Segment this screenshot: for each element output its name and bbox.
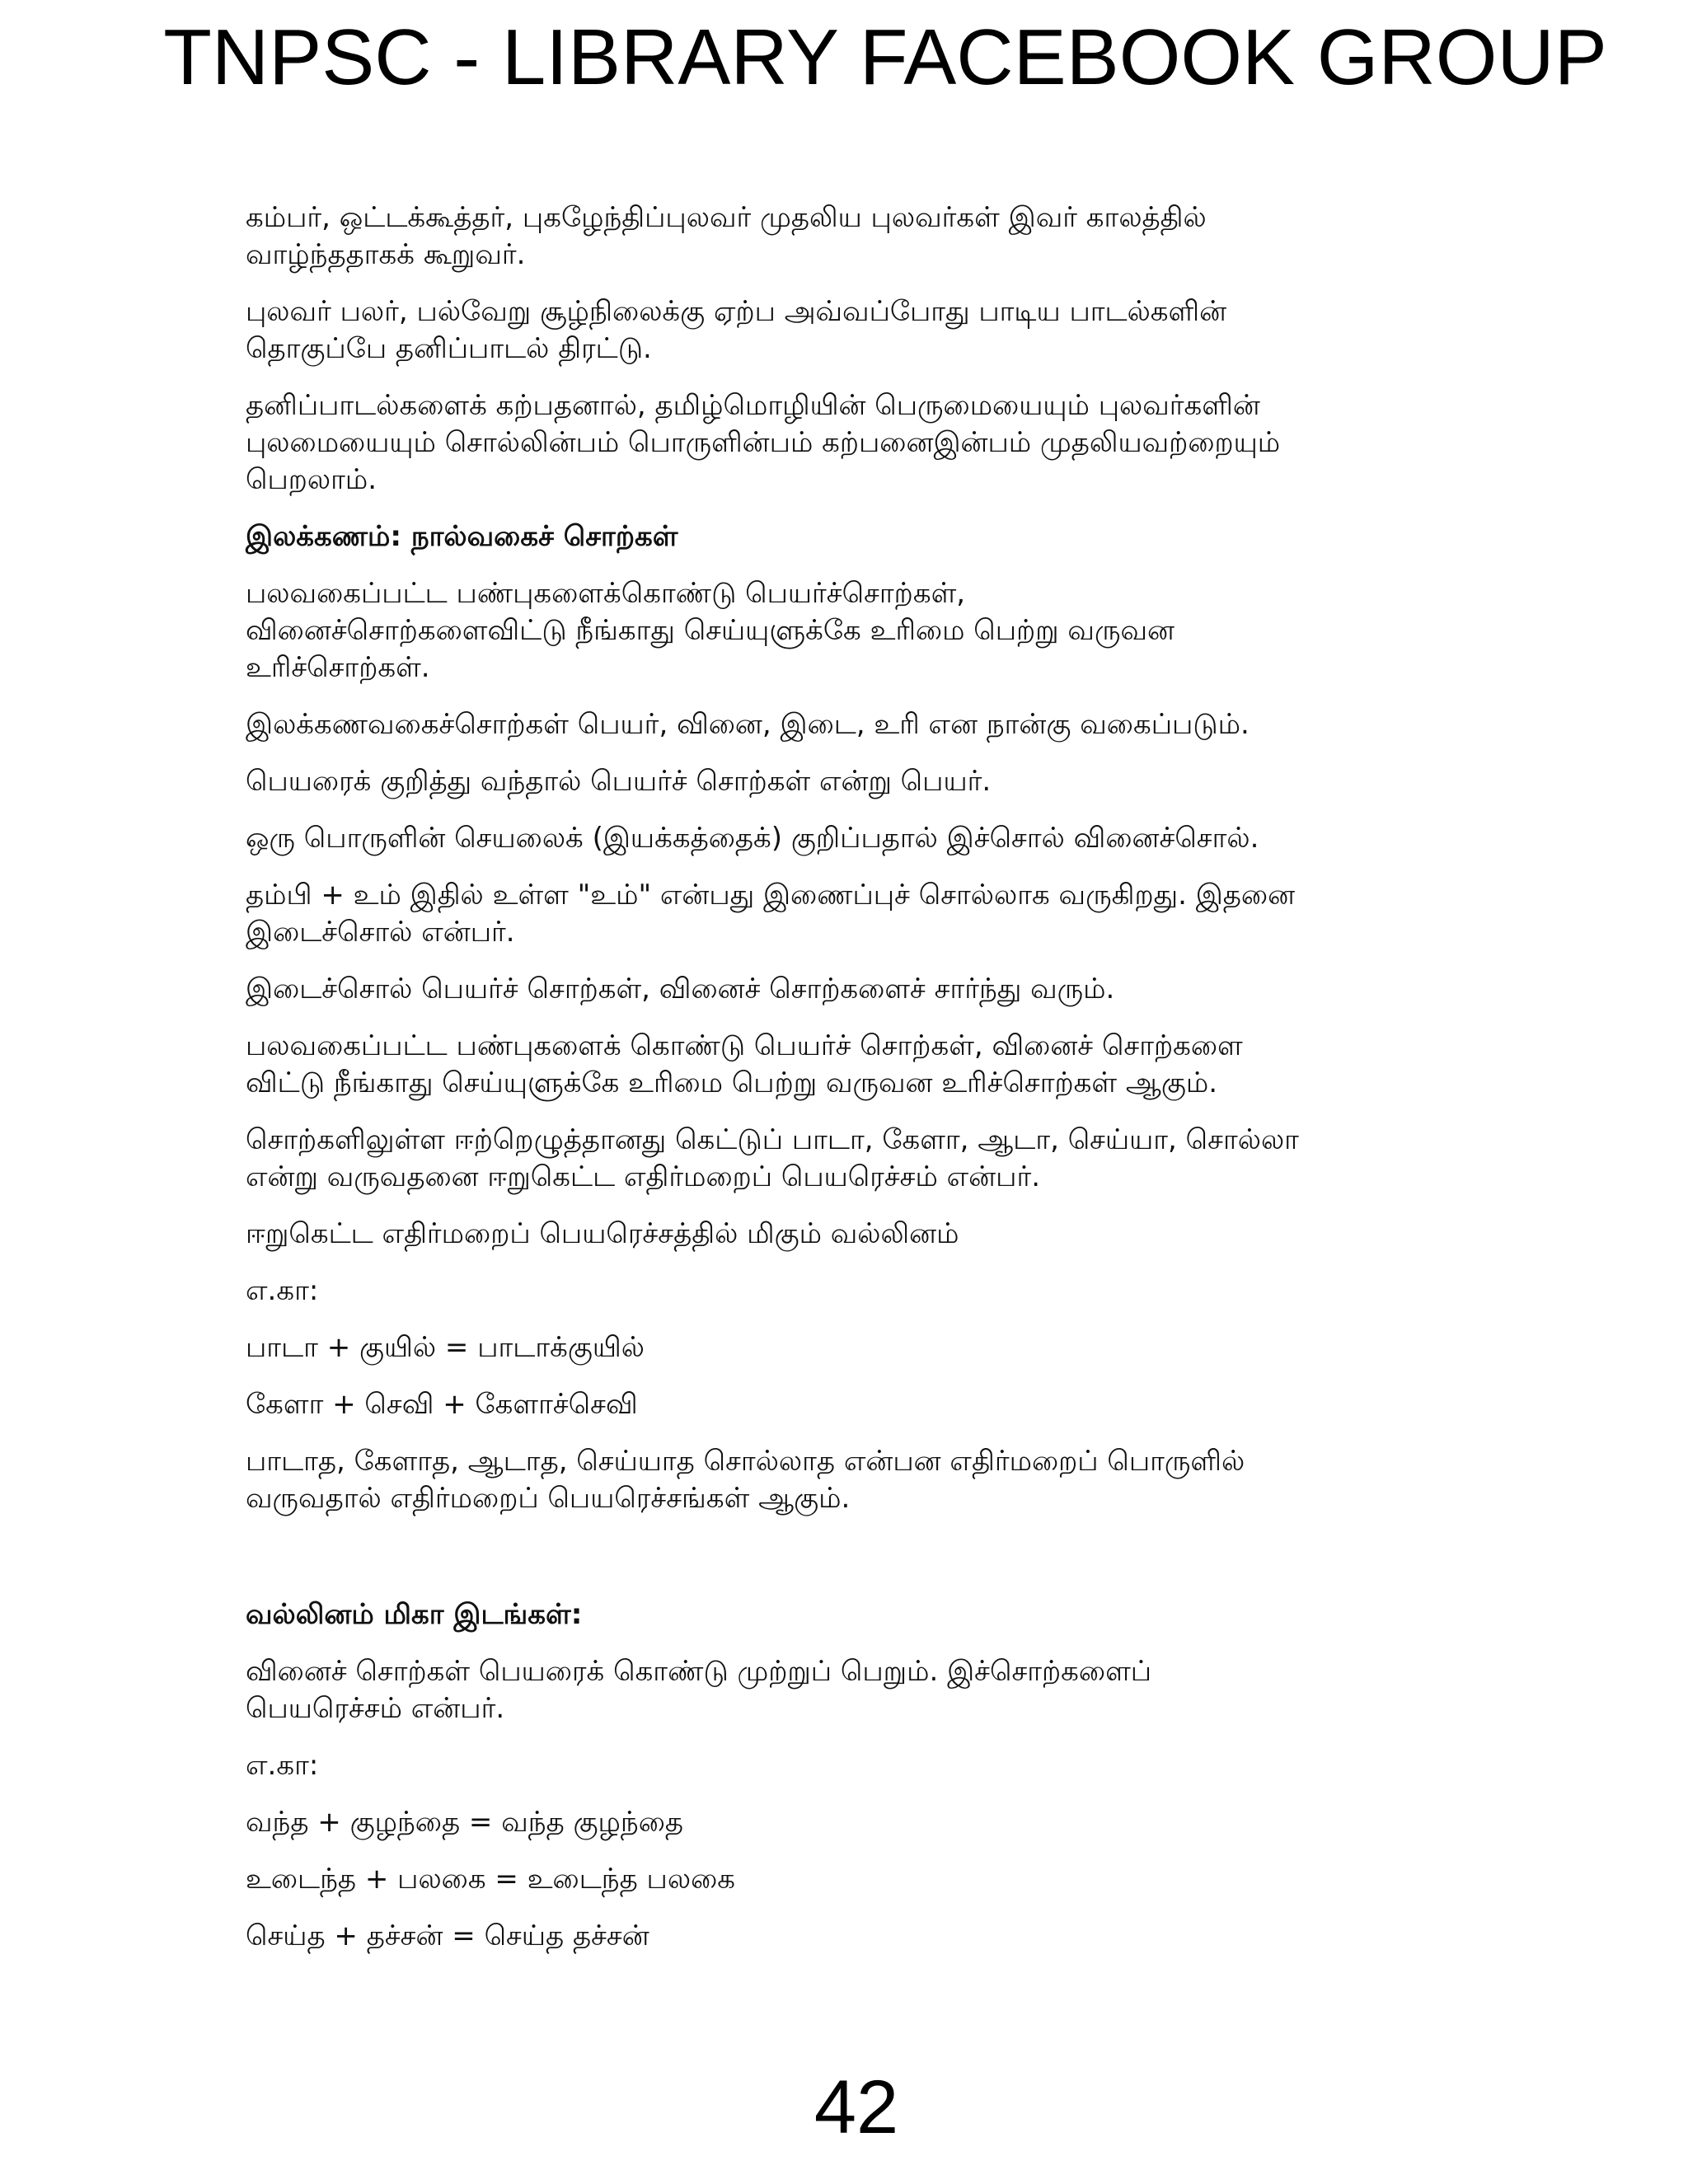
paragraph: சொற்களிலுள்ள ஈற்றெழுத்தானது கெட்டுப் பாடா, கேளா, ஆடா, செய்யா, சொல்லா என்று வருவதனை ஈறுகெட்ட எதிர்மறைப் பெயரெச்சம் என்பர். [246, 1123, 1299, 1193]
example-line: பாடா + குயில் = பாடாக்குயில் [246, 1331, 645, 1364]
section-spacer [246, 1537, 1498, 1596]
section-heading-vallinam: வல்லினம் மிகா இடங்கள்: [246, 1598, 583, 1631]
example-line: செய்த + தச்சன் = செய்த தச்சன் [246, 1919, 649, 1952]
example-line: கேளா + செவி + கேளாச்செவி [246, 1388, 638, 1421]
paragraph: பெயரைக் குறித்து வந்தால் பெயர்ச் சொற்கள் என்று பெயர். [246, 765, 992, 798]
page-header-title: TNPSC - LIBRARY FACEBOOK GROUP [163, 13, 1607, 101]
example-label: எ.கா: [246, 1274, 319, 1307]
page-content [246, 199, 1498, 1975]
paragraph: தனிப்பாடல்களைக் கற்பதனால், தமிழ்மொழியின் பெருமையையும் புலவர்களின் புலமையையும் சொல்லின்பம் பொருளின்பம் கற்பனைஇன்பம் முதலியவற்றையும் பெறலாம். [246, 389, 1281, 496]
paragraph: இடைச்சொல் பெயர்ச் சொற்கள், வினைச் சொற்களைச் சார்ந்து வரும். [246, 972, 1115, 1005]
page-number: 42 [814, 2065, 899, 2149]
paragraph: வினைச் சொற்கள் பெயரைக் கொண்டு முற்றுப் பெறும். இச்சொற்களைப் பெயரெச்சம் என்பர். [246, 1655, 1152, 1725]
paragraph: பலவகைப்பட்ட பண்புகளைக் கொண்டு பெயர்ச் சொற்கள், வினைச் சொற்களை விட்டு நீங்காது செய்யுளுக்கே உரிமை பெற்று வருவன உரிச்சொற்கள் ஆகும். [246, 1029, 1243, 1099]
example-label: எ.கா: [246, 1749, 319, 1782]
paragraph: இலக்கணவகைச்சொற்கள் பெயர், வினை, இடை, உரி என நான்கு வகைப்படும். [246, 708, 1250, 741]
section-heading-grammar: இலக்கணம்: நால்வகைச் சொற்கள் [246, 520, 678, 553]
paragraph: பலவகைப்பட்ட பண்புகளைக்கொண்டு பெயர்ச்சொற்கள், வினைச்சொற்களைவிட்டு நீங்காது செய்யுளுக்கே உரிமை பெற்று வருவன உரிச்சொற்கள். [246, 577, 1175, 684]
paragraph: தம்பி + உம் இதில் உள்ள "உம்" என்பது இணைப்புச் சொல்லாக வருகிறது. இதனை இடைச்சொல் என்பர். [246, 879, 1296, 949]
paragraph: ஒரு பொருளின் செயலைக் (இயக்கத்தைக்) குறிப்பதால் இச்சொல் வினைச்சொல். [246, 822, 1259, 855]
paragraph: ஈறுகெட்ட எதிர்மறைப் பெயரெச்சத்தில் மிகும் வல்லினம் [246, 1217, 959, 1250]
example-line: வந்த + குழந்தை = வந்த குழந்தை [246, 1806, 684, 1839]
paragraph: புலவர் பலர், பல்வேறு சூழ்நிலைக்கு ஏற்ப அவ்வப்போது பாடிய பாடல்களின் தொகுப்பே தனிப்பாடல் திரட்டு. [246, 295, 1227, 365]
paragraph: பாடாத, கேளாத, ஆடாத, செய்யாத சொல்லாத என்பன எதிர்மறைப் பொருளில் வருவதால் எதிர்மறைப் பெயரெச்சங்கள் ஆகும். [246, 1445, 1245, 1515]
example-line: உடைந்த + பலகை = உடைந்த பலகை [246, 1863, 735, 1896]
paragraph: கம்பர், ஒட்டக்கூத்தர், புகழேந்திப்புலவர் முதலிய புலவர்கள் இவர் காலத்தில் வாழ்ந்ததாகக் கூறுவர். [246, 201, 1207, 271]
